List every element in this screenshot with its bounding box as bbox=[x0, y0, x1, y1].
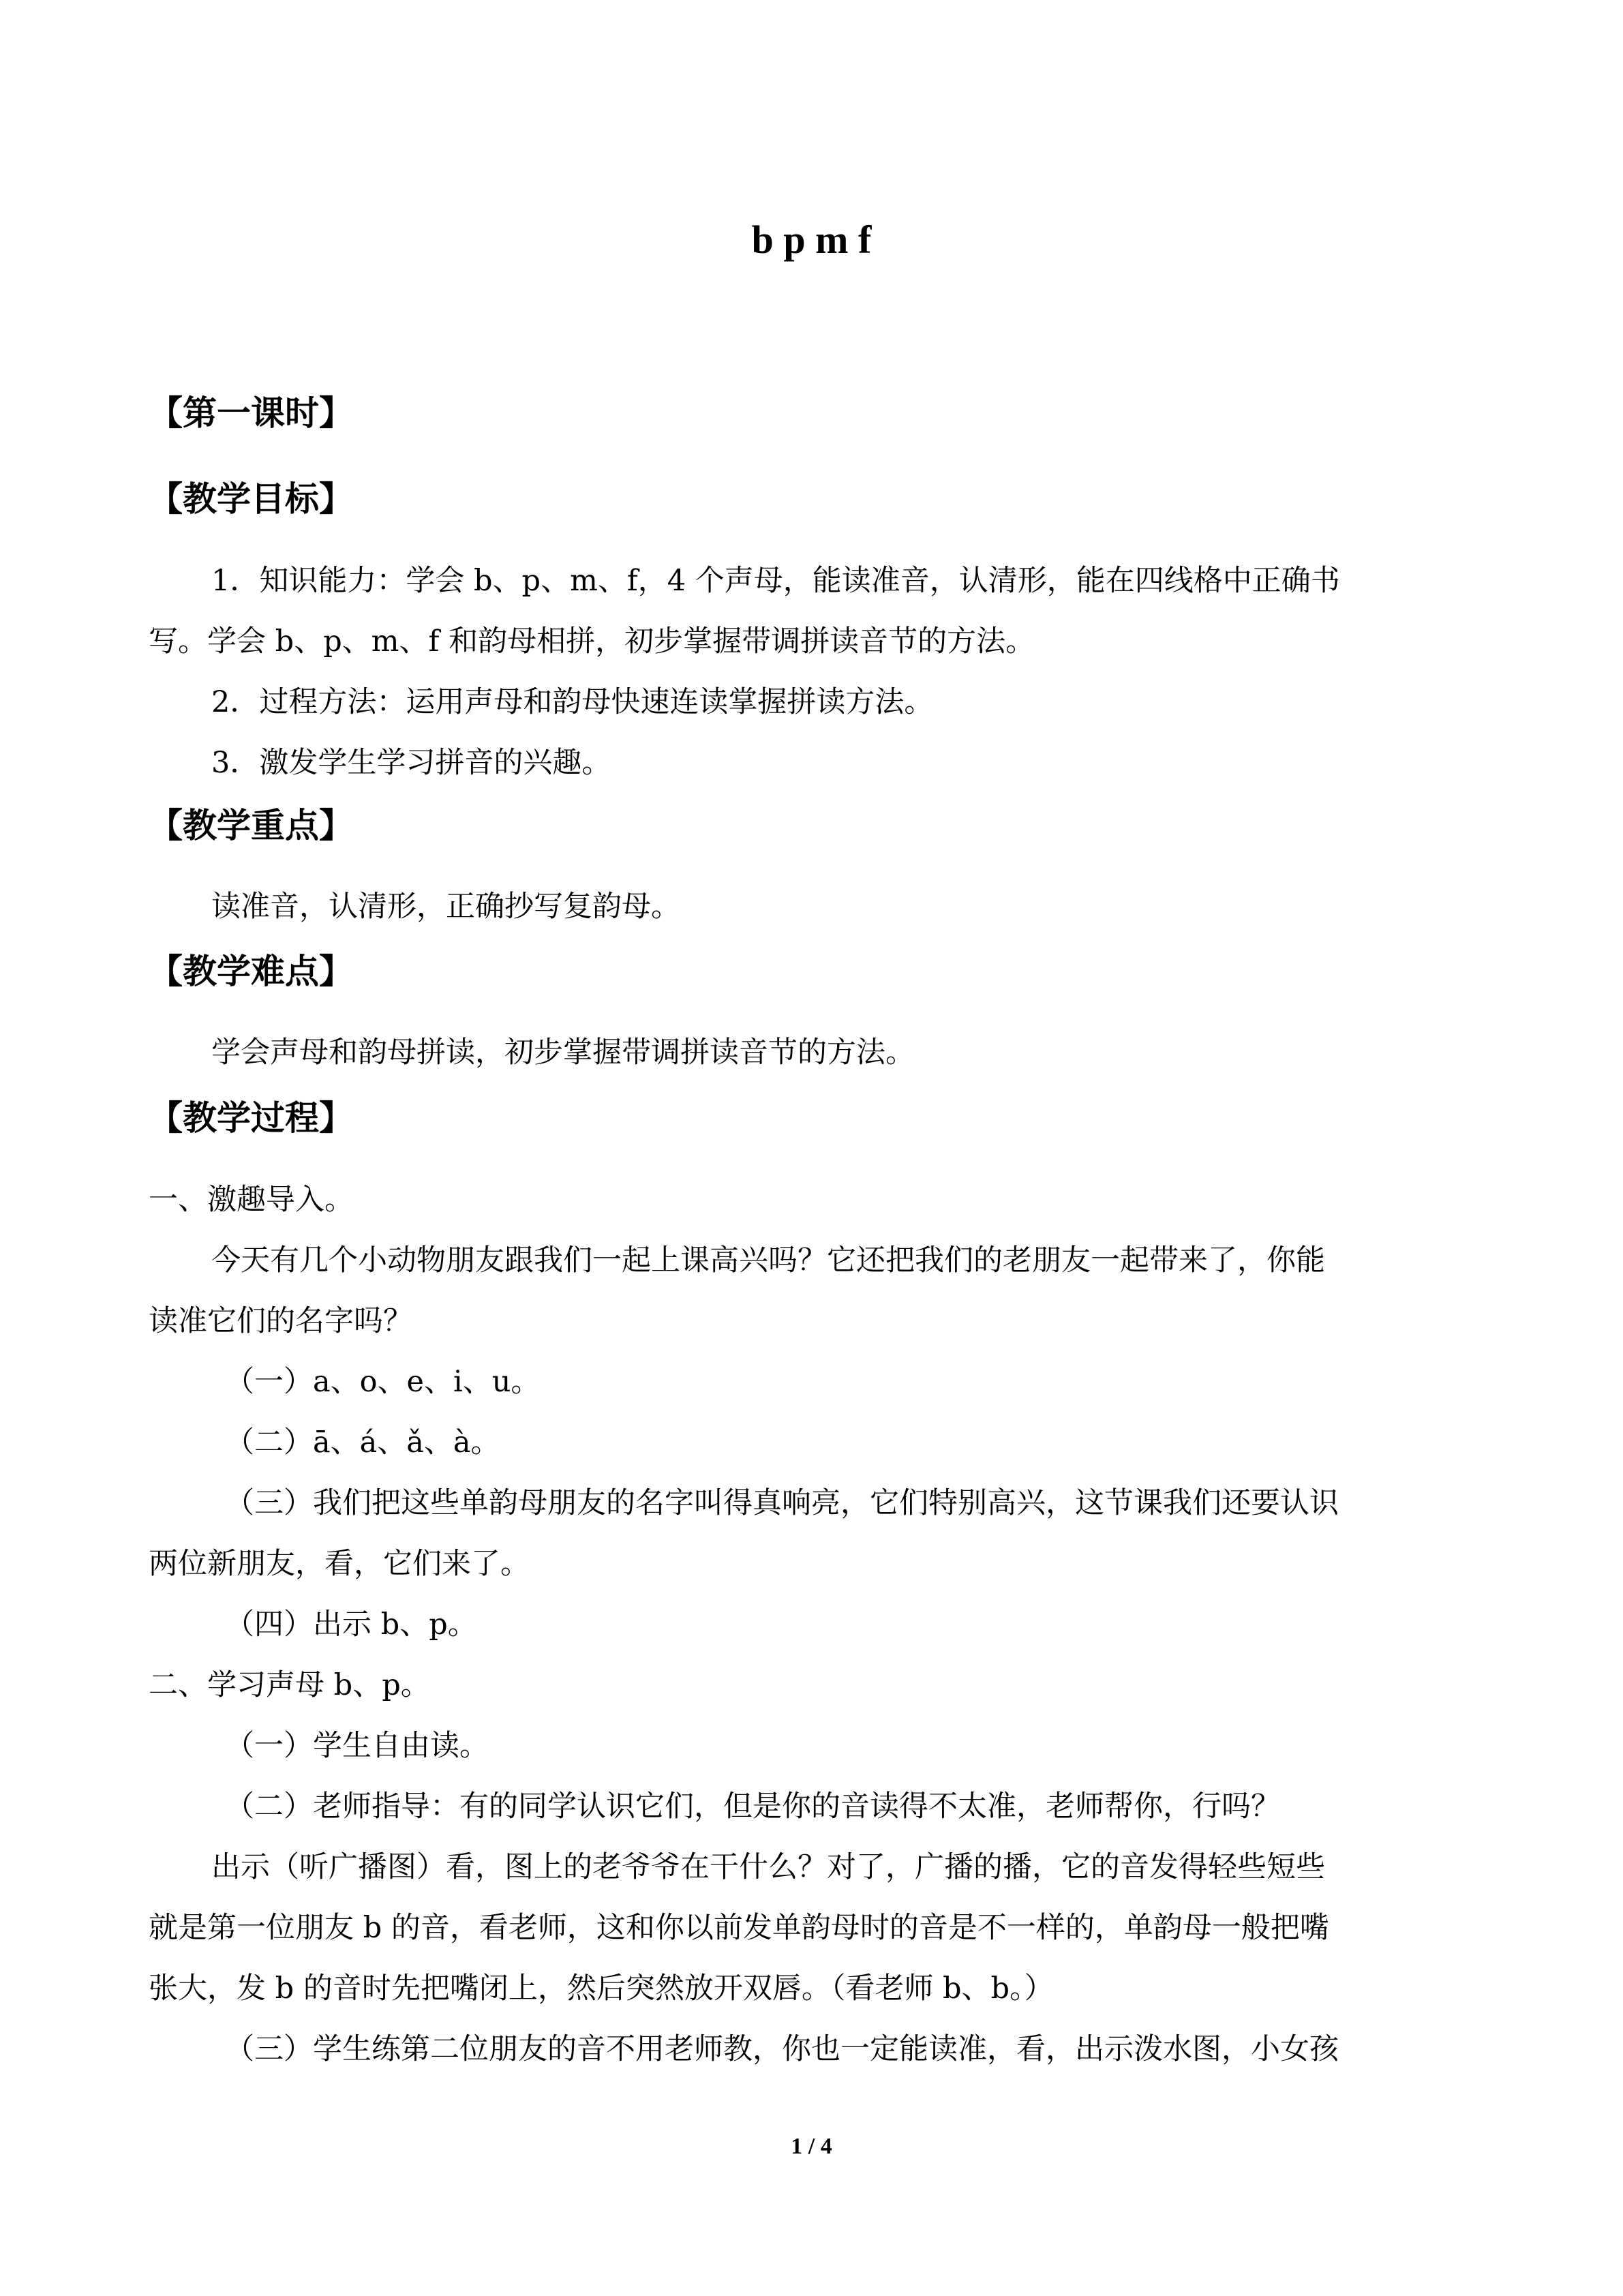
process-line: 张大，发 b 的音时先把嘴闭上，然后突然放开双唇。（看老师 b、b。） bbox=[149, 1972, 1054, 2006]
process-line: 就是第一位朋友 b 的音，看老师，这和你以前发单韵母时的音是不一样的，单韵母一般把嘴 bbox=[149, 1911, 1329, 1945]
process-line: 今天有几个小动物朋友跟我们一起上课高兴吗？它还把我们的老朋友一起带来了，你能 bbox=[211, 1243, 1325, 1278]
process-line: （二）ā、á、ǎ、à。 bbox=[225, 1425, 500, 1460]
process-line: 两位新朋友，看，它们来了。 bbox=[149, 1547, 530, 1581]
heading-difficulties: 【教学难点】 bbox=[149, 952, 353, 991]
process-line: （二）老师指导：有的同学认识它们，但是你的音读得不太准，老师帮你，行吗？ bbox=[225, 1789, 1280, 1824]
process-line: 二、学习声母 b、p。 bbox=[149, 1668, 430, 1702]
process-line: 出示（听广播图）看，图上的老爷爷在干什么？对了，广播的播，它的音发得轻些短些 bbox=[211, 1850, 1325, 1884]
heading-lesson: 【第一课时】 bbox=[149, 393, 353, 433]
difficulties-text: 学会声母和韵母拼读，初步掌握带调拼读音节的方法。 bbox=[211, 1036, 915, 1070]
process-line: 一、激趣导入。 bbox=[149, 1183, 354, 1217]
goal-line: 3．激发学生学习拼音的兴趣。 bbox=[211, 746, 611, 780]
process-line: （一）学生自由读。 bbox=[225, 1729, 489, 1763]
process-line: （三）我们把这些单韵母朋友的名字叫得真响亮，它们特别高兴，这节课我们还要认识 bbox=[225, 1486, 1339, 1520]
document-title: b p m f bbox=[751, 217, 872, 262]
goal-line: 2．过程方法：运用声母和韵母快速连读掌握拼读方法。 bbox=[211, 685, 934, 719]
key-points-text: 读准音，认清形，正确抄写复韵母。 bbox=[211, 890, 680, 924]
heading-key-points: 【教学重点】 bbox=[149, 806, 353, 845]
goal-line: 1．知识能力：学会 b、p、m、f，4 个声母，能读准音，认清形，能在四线格中正确书 bbox=[211, 564, 1340, 598]
heading-goals: 【教学目标】 bbox=[149, 479, 353, 519]
page-number: 1 / 4 bbox=[791, 2134, 832, 2159]
goal-line: 写。学会 b、p、m、f 和韵母相拼，初步掌握带调拼读音节的方法。 bbox=[149, 624, 1035, 659]
process-line: 读准它们的名字吗？ bbox=[149, 1304, 412, 1338]
process-line: （一）a、o、e、i、u。 bbox=[225, 1365, 541, 1399]
heading-process: 【教学过程】 bbox=[149, 1098, 353, 1138]
process-line: （三）学生练第二位朋友的音不用老师教，你也一定能读准，看，出示泼水图，小女孩 bbox=[225, 2032, 1339, 2066]
process-line: （四）出示 b、p。 bbox=[225, 1607, 477, 1642]
